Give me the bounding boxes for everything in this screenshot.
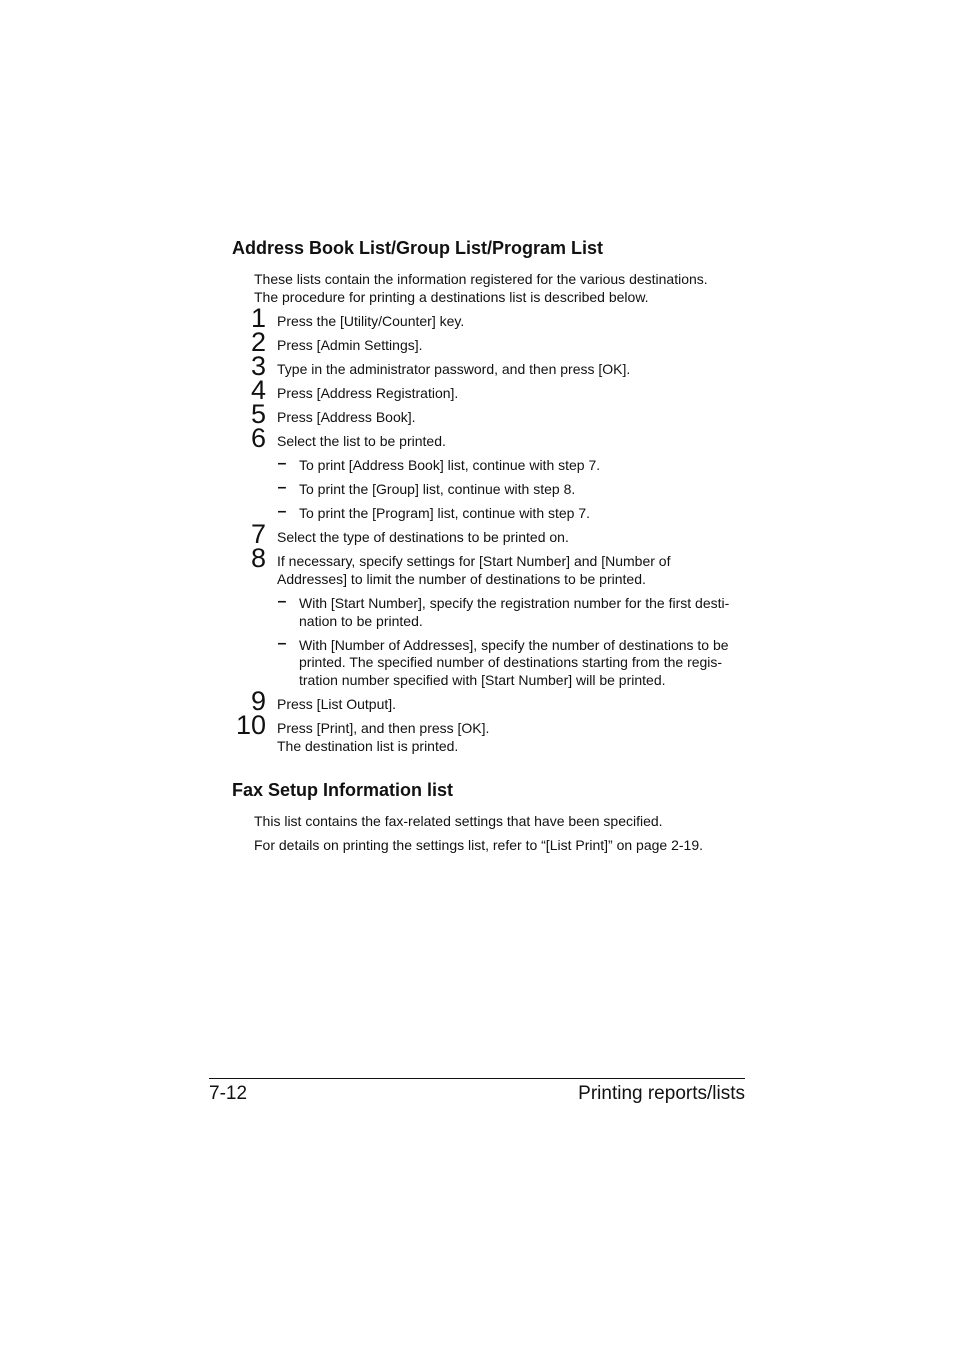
- step-number: 9: [250, 686, 266, 716]
- step-text: Type in the administrator password, and then press [OK].: [277, 361, 631, 377]
- fax-setup-description: This list contains the fax-related settings that have been specified.: [254, 813, 663, 829]
- intro-text-line-1: These lists contain the information registered for the various destinations.: [254, 271, 708, 287]
- step-text: Press [List Output].: [277, 696, 397, 712]
- step-number: 1: [250, 303, 266, 333]
- intro-text-line-2: The procedure for printing a destinations list is described below.: [254, 289, 649, 305]
- sub-step-text: printed. The specified number of destinations starting from the regis-: [299, 654, 723, 670]
- bullet-dash: –: [277, 593, 287, 610]
- sub-step-text: With [Number of Addresses], specify the number of destinations to be: [299, 637, 729, 653]
- step-text: Addresses] to limit the number of destinations to be printed.: [277, 571, 646, 587]
- step-text: Press the [Utility/Counter] key.: [277, 313, 465, 329]
- step-text: Select the list to be printed.: [277, 433, 446, 449]
- step-number: 3: [250, 351, 266, 381]
- chapter-title: Printing reports/lists: [578, 1083, 745, 1104]
- step-number: 5: [250, 399, 266, 429]
- step-text: Press [Address Registration].: [277, 385, 459, 401]
- sub-step-text: To print the [Program] list, continue with step 7.: [299, 505, 591, 521]
- sub-step-text: To print the [Group] list, continue with step 8.: [299, 481, 576, 497]
- step-number: 2: [250, 327, 266, 357]
- bullet-dash: –: [277, 479, 287, 496]
- page-number: 7-12: [209, 1083, 248, 1104]
- step-text: Select the type of destinations to be printed on.: [277, 529, 569, 545]
- bullet-dash: –: [277, 503, 287, 520]
- sub-step-text: nation to be printed.: [299, 613, 423, 629]
- step-result-text: The destination list is printed.: [277, 738, 459, 754]
- step-text: Press [Print], and then press [OK].: [277, 720, 490, 736]
- fax-setup-reference: For details on printing the settings list, refer to “[List Print]” on page 2-19.: [254, 837, 703, 853]
- footer-divider: [209, 1078, 745, 1079]
- step-number: 6: [250, 423, 266, 453]
- step-number: 4: [250, 375, 266, 405]
- bullet-dash: –: [277, 455, 287, 472]
- step-number: 7: [250, 519, 266, 549]
- sub-step-text: To print [Address Book] list, continue with step 7.: [299, 457, 601, 473]
- bullet-dash: –: [277, 635, 287, 652]
- step-text: Press [Address Book].: [277, 409, 416, 425]
- step-text: If necessary, specify settings for [Start Number] and [Number of: [277, 553, 671, 569]
- step-number: 10: [236, 710, 267, 740]
- section-heading-fax-setup: Fax Setup Information list: [232, 780, 454, 800]
- section-heading-address-book-lists: Address Book List/Group List/Program List: [232, 238, 604, 258]
- sub-step-text: With [Start Number], specify the registration number for the first desti-: [299, 595, 730, 611]
- step-number: 8: [250, 543, 266, 573]
- sub-step-text: tration number specified with [Start Number] will be printed.: [299, 672, 666, 688]
- step-text: Press [Admin Settings].: [277, 337, 423, 353]
